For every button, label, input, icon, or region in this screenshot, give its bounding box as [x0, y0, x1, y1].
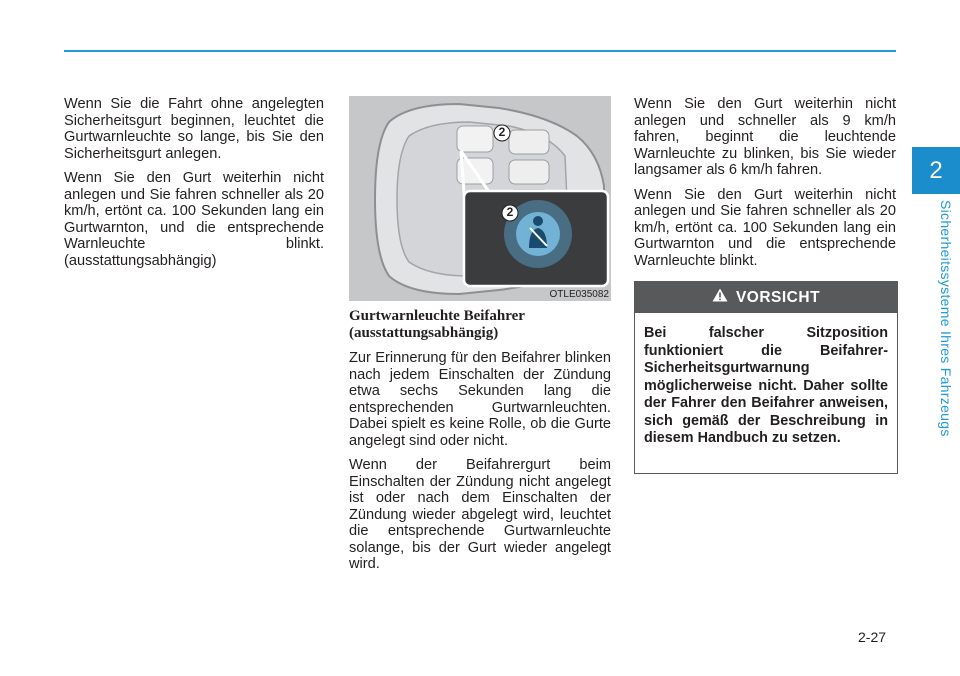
text-column-1 — [64, 96, 324, 277]
section-heading — [349, 308, 611, 342]
paragraph: Wenn der Beifahrergurt beim Einschalten der Zündung nicht angelegt ist oder nach dem Einschalten der Zündung wieder abgelegt wird, leuchtet die entsprechende Gurtwarnleuchte solange, bis der Gurt wieder angelegt wird. — [349, 457, 611, 572]
caution-header — [635, 282, 897, 313]
paragraph: Wenn Sie den Gurt weiterhin nicht anlegen und Sie fahren schneller als 20 km/h, ertönt ca. 100 Sekunden lang ein Gurtwarnton, und die entsprechende Warnleuchte blinkt. (ausstattungsabhängig) — [64, 170, 324, 269]
paragraph: Wenn Sie die Fahrt ohne angelegten Sicherheitsgurt beginnen, leuchtet die Gurtwarnleuchte so lange, bis Sie den Sicherheitsgurt anlegen. — [64, 96, 324, 162]
chapter-number-tab: 2 — [912, 147, 960, 194]
section-heading-line: Gurtwarnleuchte Beifahrer — [349, 308, 525, 324]
figure-code: OTLE035082 — [549, 289, 609, 300]
paragraph: Wenn Sie den Gurt weiterhin nicht anlegen und schneller als 9 km/h fahren, beginnt die leuchtende Warnleuchte zu blinken, bis Sie wieder langsamer als 6 km/h fahren. — [634, 96, 896, 178]
header-rule — [64, 50, 896, 52]
callout-number: 2 — [506, 205, 514, 219]
car-top-view-illustration — [349, 96, 611, 301]
caution-title: VORSICHT — [735, 288, 821, 306]
text-column-2 — [349, 308, 611, 581]
chapter-title: Sicherheitssysteme Ihres Fahrzeugs — [938, 200, 954, 437]
caution-text: Bei falscher Sitzposition funktioniert die Beifahrer-Sicherheitsgurtwarnung möglicherweise nicht. Daher sollte der Fahrer den Beifahrer anweisen, sich gemäß der Beschreibung in diesem Handbuch zu setzen. — [644, 325, 888, 446]
caution-box — [634, 281, 898, 474]
page-number: 2-27 — [858, 629, 887, 645]
text-column-3 — [634, 96, 896, 277]
callout-number: 2 — [498, 125, 506, 139]
paragraph: Zur Erinnerung für den Beifahrer blinken nach jedem Einschalten der Zündung etwa sechs Sekunden lang die entsprechenden Gurtwarnleuchten. Dabei spielt es keine Rolle, ob die Gurte angelegt sind oder nicht. — [349, 350, 611, 449]
car-seatbelt-figure — [349, 96, 611, 301]
section-heading-line: (ausstattungsabhängig) — [349, 325, 499, 341]
warning-triangle-icon — [712, 288, 728, 307]
paragraph: Wenn Sie den Gurt weiterhin nicht anlegen und Sie fahren schneller als 20 km/h, ertönt ca. 100 Sekunden lang ein Gurtwarnton und die entsprechende Warnleuchte blinkt. — [634, 186, 896, 269]
